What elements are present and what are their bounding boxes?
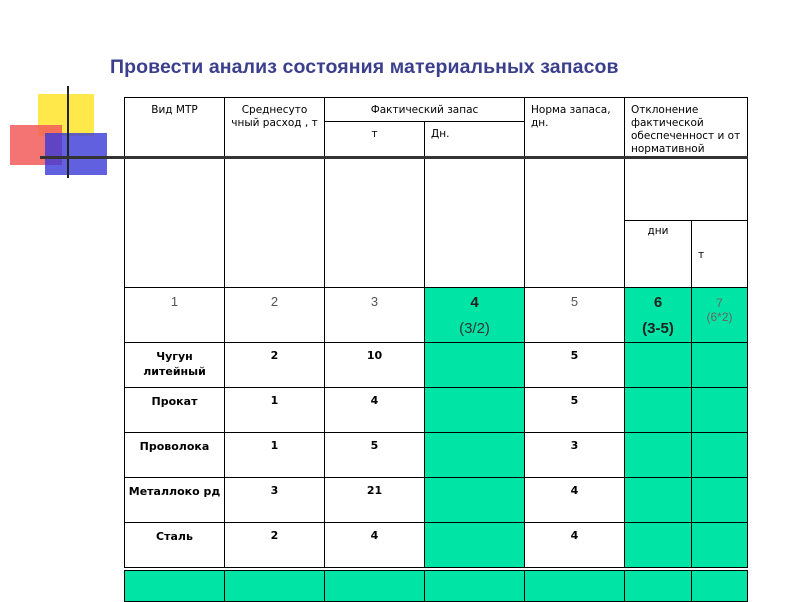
- logo-vertical-line: [67, 86, 69, 178]
- index-col-7: 7 (6*2): [691, 287, 748, 343]
- stock-days-value: [424, 522, 525, 568]
- daily-rate-value: 1: [224, 387, 325, 433]
- header-deviation: Отклонение фактической обеспеченност и от нормативной: [624, 97, 748, 221]
- header-deviation-t: т: [691, 220, 748, 288]
- header-deviation-days: дни: [624, 220, 692, 288]
- norm-stock-value: 5: [524, 342, 625, 388]
- actual-stock-value: 4: [324, 522, 425, 568]
- header-actual-stock-days: Дн.: [424, 121, 525, 158]
- norm-stock-value: 5: [524, 387, 625, 433]
- daily-rate-value: 1: [224, 432, 325, 478]
- stock-days-value: [424, 432, 525, 478]
- total-row-cell: [424, 570, 525, 602]
- actual-stock-value: 10: [324, 342, 425, 388]
- total-row-cell: [524, 570, 625, 602]
- deviation-days-value: [624, 477, 692, 523]
- actual-stock-value: 5: [324, 432, 425, 478]
- actual-stock-value: 4: [324, 387, 425, 433]
- norm-stock-value: 3: [524, 432, 625, 478]
- header-empty-cell: [324, 157, 425, 288]
- stock-days-value: [424, 342, 525, 388]
- norm-stock-value: 4: [524, 477, 625, 523]
- total-row-cell: [324, 570, 425, 602]
- total-row-cell: [624, 570, 692, 602]
- index-col-4: 4 (3/2): [424, 287, 525, 343]
- deviation-t-value: [691, 342, 748, 388]
- index-col-3: 3: [324, 287, 425, 343]
- header-daily-rate: Среднесуто чный расход , т: [224, 97, 325, 288]
- deviation-t-value: [691, 522, 748, 568]
- material-name: Проволока: [124, 432, 225, 478]
- material-name: Сталь: [124, 522, 225, 568]
- header-rule-line: [40, 156, 748, 159]
- daily-rate-value: 2: [224, 522, 325, 568]
- header-actual-stock: Фактический запас: [324, 97, 525, 122]
- index-col-2: 2: [224, 287, 325, 343]
- norm-stock-value: 4: [524, 522, 625, 568]
- index-col-6: 6 (3-5): [624, 287, 692, 343]
- deviation-days-value: [624, 522, 692, 568]
- total-row-cell: [691, 570, 748, 602]
- actual-stock-value: 21: [324, 477, 425, 523]
- header-empty-cell: [424, 157, 525, 288]
- material-name: Металлоко рд: [124, 477, 225, 523]
- total-row-cell: [124, 570, 225, 602]
- index-col-1: 1: [124, 287, 225, 343]
- daily-rate-value: 3: [224, 477, 325, 523]
- deviation-t-value: [691, 387, 748, 433]
- deviation-t-value: [691, 477, 748, 523]
- total-row-cell: [224, 570, 325, 602]
- material-name: Прокат: [124, 387, 225, 433]
- deviation-days-value: [624, 342, 692, 388]
- material-name: Чугун литейный: [124, 342, 225, 388]
- header-norm-stock: Норма запаса, дн.: [524, 97, 625, 288]
- stock-days-value: [424, 477, 525, 523]
- page-title: Провести анализ состояния материальных запасов: [110, 56, 619, 78]
- stock-days-value: [424, 387, 525, 433]
- header-material-type: Вид МТР: [124, 97, 225, 288]
- deviation-t-value: [691, 432, 748, 478]
- deviation-days-value: [624, 432, 692, 478]
- daily-rate-value: 2: [224, 342, 325, 388]
- index-col-5: 5: [524, 287, 625, 343]
- deviation-days-value: [624, 387, 692, 433]
- header-actual-stock-t: т: [324, 121, 425, 158]
